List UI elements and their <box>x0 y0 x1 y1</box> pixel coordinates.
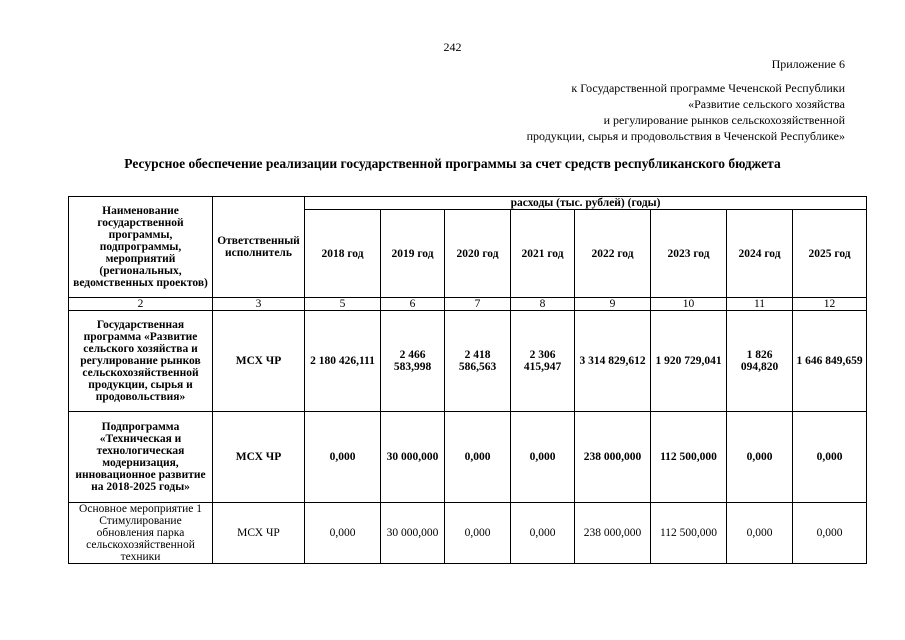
appendix-line: «Развитие сельского хозяйства <box>688 97 845 111</box>
header-year: 2019 год <box>381 210 445 298</box>
row-value: 2 418 586,563 <box>445 311 511 412</box>
row-value: 2 306 415,947 <box>511 311 575 412</box>
row-value: 1 826 094,820 <box>727 311 793 412</box>
table-row-activity <box>69 503 867 564</box>
row-value: 0,000 <box>445 503 511 564</box>
row-name: Подпрограмма «Техническая и технологическая модернизация, инновационное развитие на 2018-2025 годы» <box>69 412 213 503</box>
appendix-title: Приложение 6 <box>771 57 845 71</box>
row-value: 0,000 <box>727 412 793 503</box>
row-value: 3 314 829,612 <box>575 311 651 412</box>
header-row <box>69 197 867 210</box>
column-number: 5 <box>305 298 381 311</box>
appendix-block <box>527 56 845 144</box>
column-number: 2 <box>69 298 213 311</box>
budget-table <box>68 196 867 564</box>
column-number: 10 <box>651 298 727 311</box>
table-row-subprogram <box>69 412 867 503</box>
column-number-row <box>69 298 867 311</box>
header-year: 2021 год <box>511 210 575 298</box>
row-value: 0,000 <box>511 503 575 564</box>
column-number: 11 <box>727 298 793 311</box>
header-year: 2020 год <box>445 210 511 298</box>
document-title: Ресурсное обеспечение реализации государственной программы за счет средств республиканского бюджета <box>124 156 781 171</box>
row-value: 0,000 <box>793 503 867 564</box>
column-number: 8 <box>511 298 575 311</box>
row-responsible: МСХ ЧР <box>213 311 305 412</box>
row-value: 238 000,000 <box>575 503 651 564</box>
table-row-program <box>69 311 867 412</box>
row-value: 0,000 <box>445 412 511 503</box>
row-value: 0,000 <box>793 412 867 503</box>
row-responsible: МСХ ЧР <box>213 503 305 564</box>
row-value: 112 500,000 <box>651 503 727 564</box>
header-name: Наименование государственной программы, подпрограммы, мероприятий (региональных, ведомственных проектов) <box>69 197 213 298</box>
header-year: 2018 год <box>305 210 381 298</box>
header-year: 2025 год <box>793 210 867 298</box>
row-value: 30 000,000 <box>381 503 445 564</box>
row-value: 1 920 729,041 <box>651 311 727 412</box>
row-value: 2 180 426,111 <box>305 311 381 412</box>
column-number: 3 <box>213 298 305 311</box>
row-value: 2 466 583,998 <box>381 311 445 412</box>
row-responsible: МСХ ЧР <box>213 412 305 503</box>
column-number: 6 <box>381 298 445 311</box>
header-year: 2024 год <box>727 210 793 298</box>
header-year: 2023 год <box>651 210 727 298</box>
appendix-line: продукции, сырья и продовольствия в Чеченской Республике» <box>526 129 845 143</box>
header-year: 2022 год <box>575 210 651 298</box>
column-number: 7 <box>445 298 511 311</box>
appendix-line: и регулирование рынков сельскохозяйственной <box>603 113 845 127</box>
row-value: 0,000 <box>511 412 575 503</box>
row-name: Государственная программа «Развитие сельского хозяйства и регулирование рынков сельскохозяйственной продукции, сырья и продовольствия» <box>69 311 213 412</box>
row-value: 0,000 <box>727 503 793 564</box>
row-value: 30 000,000 <box>381 412 445 503</box>
header-expenses: расходы (тыс. рублей) (годы) <box>305 197 867 210</box>
row-value: 1 646 849,659 <box>793 311 867 412</box>
column-number: 9 <box>575 298 651 311</box>
row-value: 238 000,000 <box>575 412 651 503</box>
column-number: 12 <box>793 298 867 311</box>
row-value: 112 500,000 <box>651 412 727 503</box>
header-responsible: Ответственный исполнитель <box>213 197 305 298</box>
page-number: 242 <box>443 40 462 54</box>
row-name: Основное мероприятие 1 Стимулирование обновления парка сельскохозяйственной техники <box>69 503 213 564</box>
appendix-line: к Государственной программе Чеченской Республики <box>571 81 845 95</box>
row-value: 0,000 <box>305 412 381 503</box>
row-value: 0,000 <box>305 503 381 564</box>
